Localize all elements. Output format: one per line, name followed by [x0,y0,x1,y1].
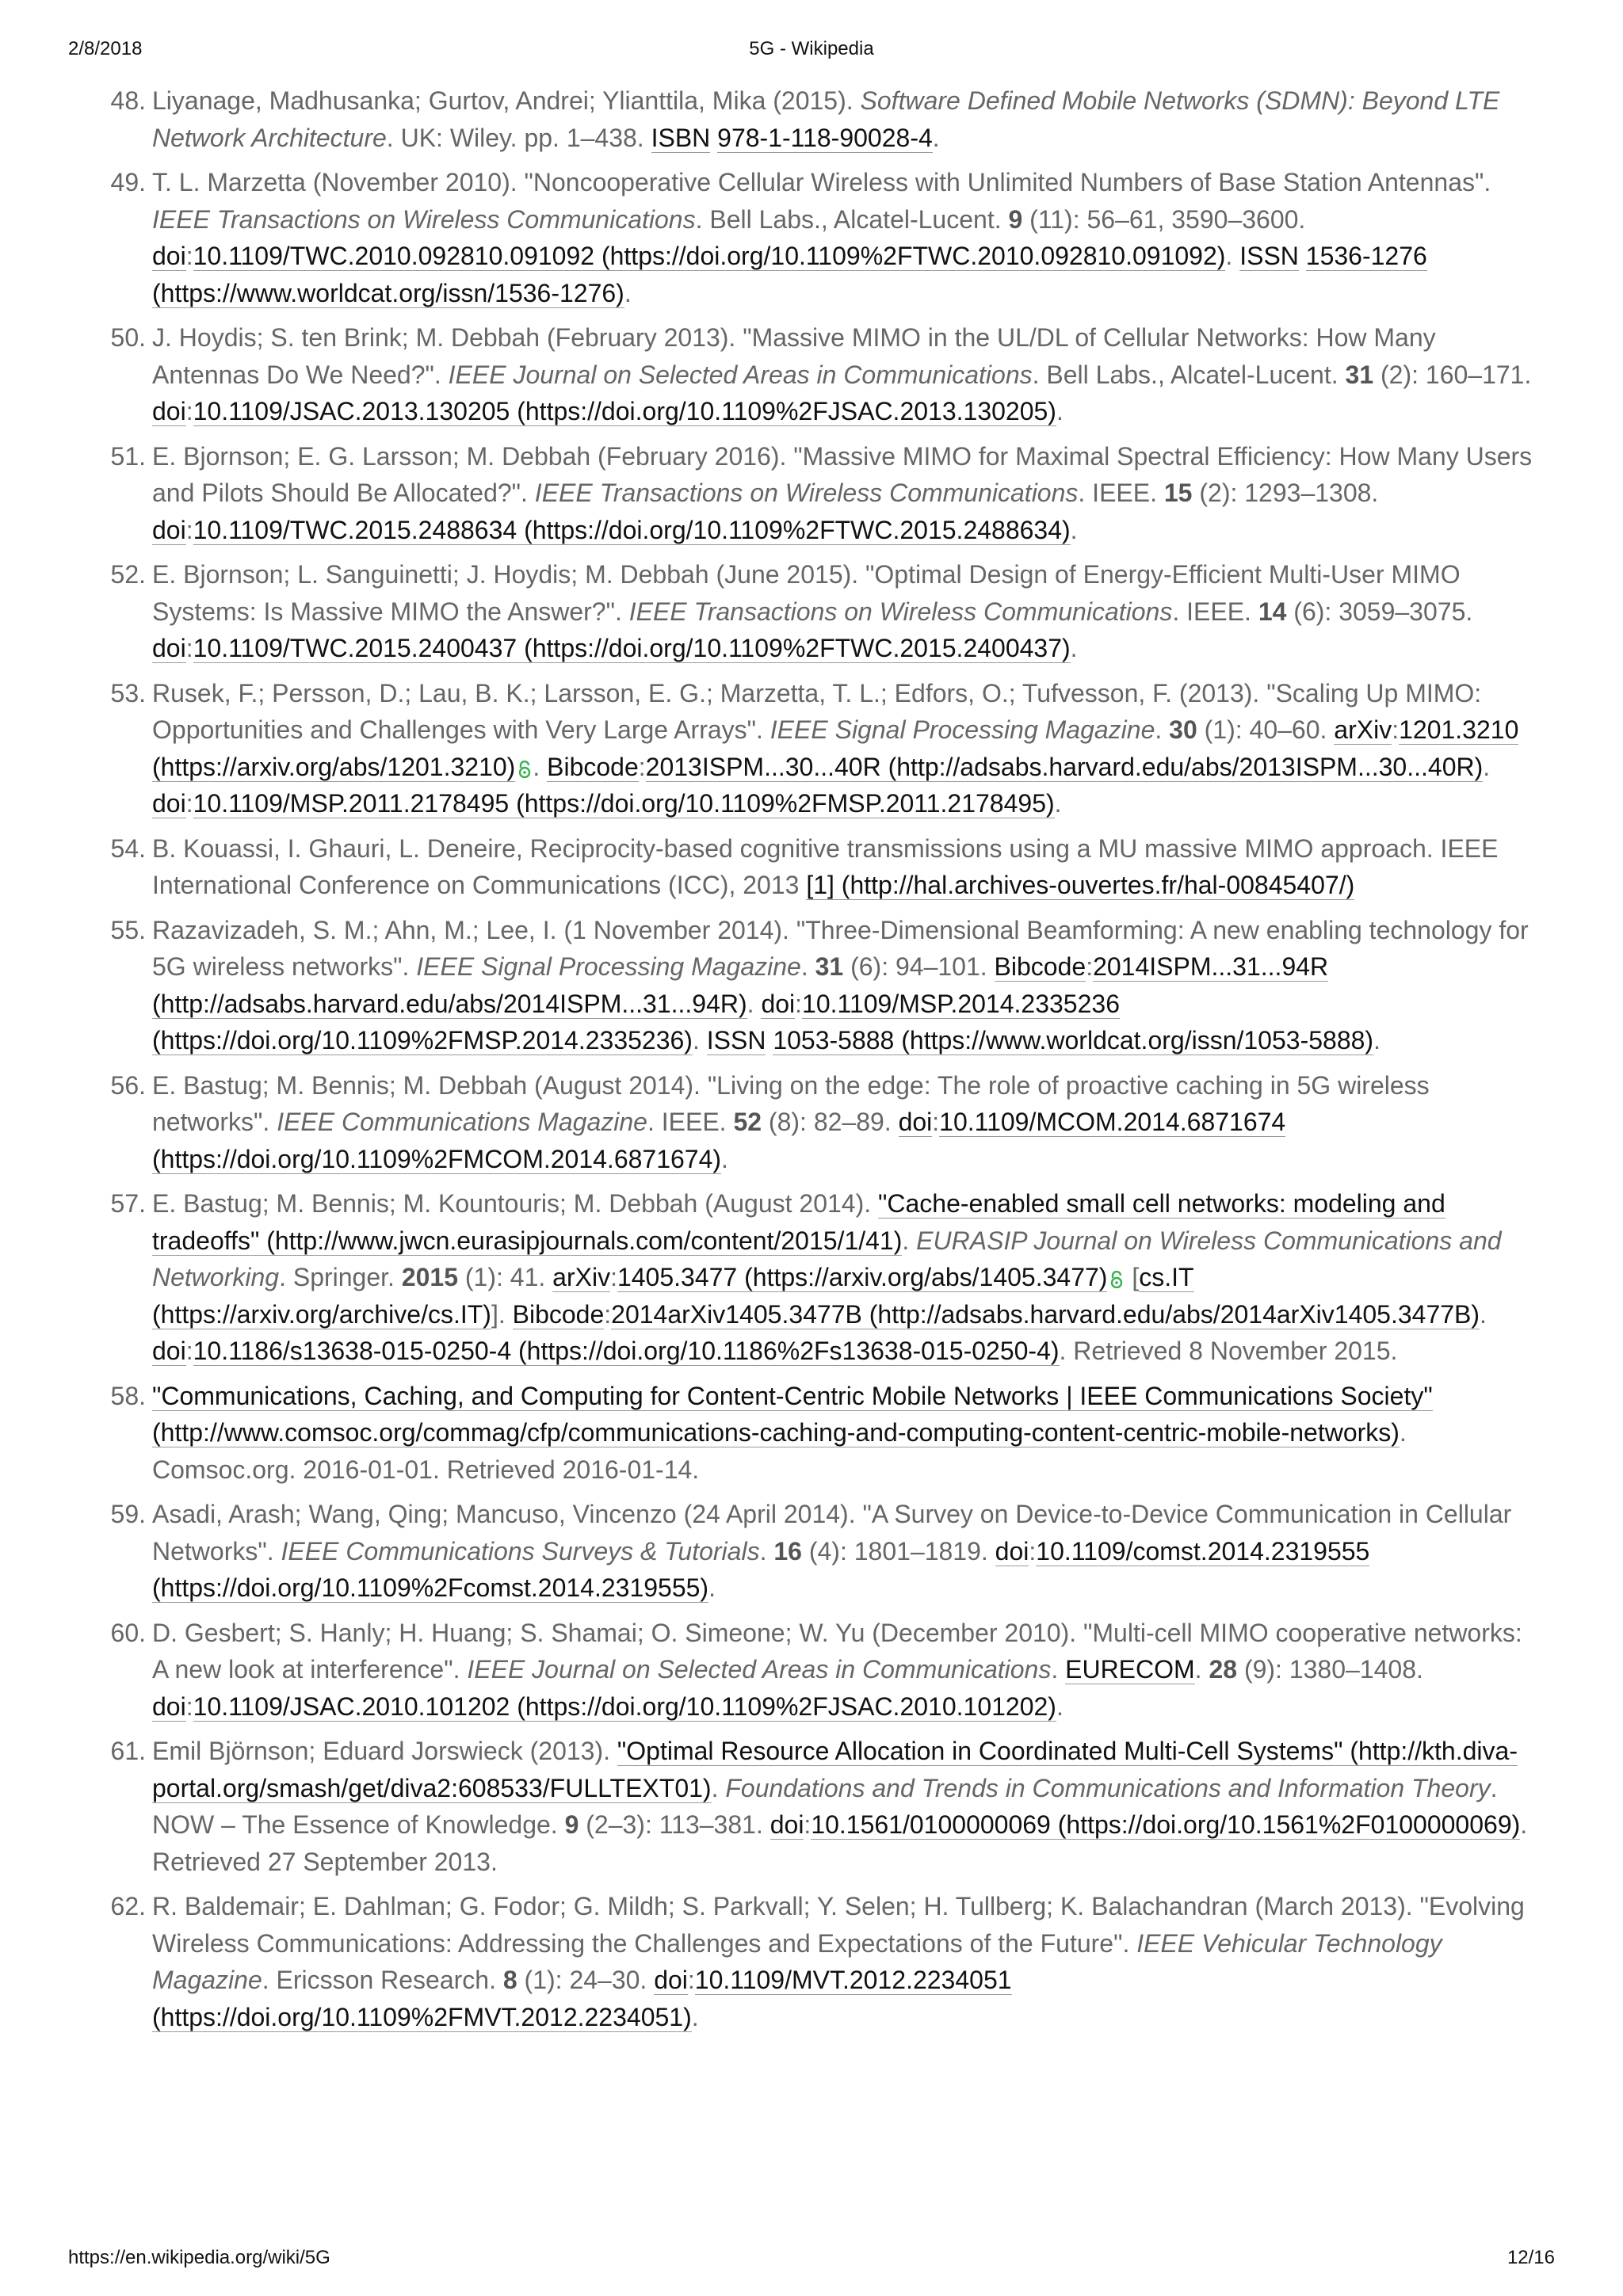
volume-number: 30 [1169,715,1197,744]
volume-number: 14 [1258,597,1287,626]
reference-text: : [687,1966,695,1994]
reference-link[interactable]: 10.1109/TWC.2015.2400437 (https://doi.org/10.1109%2FTWC.2015.2400437) [193,634,1071,662]
reference-number: 59. [110,1500,146,1528]
reference-text: . [800,952,815,981]
publication-title: IEEE Communications Surveys & Tutorials [281,1536,760,1566]
reference-number: 57. [110,1189,146,1218]
reference-text: . Comsoc.org. 2016-01-01. Retrieved 2016-01-14. [152,1418,1407,1484]
reference-link[interactable]: ISBN [651,123,711,152]
reference-link[interactable]: 1201.3210 (https://arxiv.org/abs/1201.3210) [152,715,1519,781]
reference-link[interactable]: doi [152,1691,186,1721]
reference-text: . [902,1226,917,1255]
reference-text: . [1194,1655,1209,1684]
reference-link[interactable]: ISSN [706,1026,766,1055]
reference-item [110,1496,1534,1607]
reference-text: E. Bastug; M. Bennis; M. Debbah (August 2014). "Living on the edge: The role of proactive caching in 5G wireless networks". [152,1070,1430,1136]
publication-title: Software Defined Mobile Networks (SDMN): Beyond LTE Network Architecture [152,86,1500,152]
reference-text: . UK: Wiley. pp. 1–438. [386,123,651,152]
volume-number: 16 [773,1536,802,1566]
reference-link[interactable]: "Communications, Caching, and Computing for Content-Centric Mobile Networks | IEEE Communications Society" (http://www.comsoc.org/commag/cfp/communications-caching-and-computing-content-centric-mobile-networks) [152,1381,1433,1447]
reference-link[interactable]: 1405.3477 (https://arxiv.org/abs/1405.3477) [617,1263,1108,1291]
reference-number: 49. [110,168,146,196]
reference-link[interactable]: cs.IT (https://arxiv.org/archive/cs.IT) [152,1263,1194,1329]
page-title: 5G - Wikipedia [749,38,874,59]
reference-text: (6): 94–101. [843,952,995,981]
reference-item [110,319,1534,430]
reference-text: . [691,2002,699,2031]
reference-number: 62. [110,1892,146,1920]
reference-text: (1): 24–30. [517,1966,655,1994]
reference-item [110,1888,1534,2035]
reference-text: [ [1125,1263,1140,1291]
reference-link[interactable]: doi [152,515,186,544]
reference-link[interactable]: Bibcode [512,1299,605,1329]
reference-link[interactable]: [1] (http://hal.archives-ouvertes.fr/hal-00845407/) [806,871,1355,899]
open-access-lock-icon [517,751,533,769]
reference-text: : [185,634,193,662]
reference-text: D. Gesbert; S. Hanly; H. Huang; S. Shamai; O. Simeone; W. Yu (December 2010). "Multi-cell MIMO cooperative networks: A new look at interference". [152,1618,1522,1684]
reference-item [110,675,1534,822]
publication-title: IEEE Communications Magazine [277,1108,647,1136]
reference-text: . NOW – The Essence of Knowledge. [152,1773,1498,1839]
reference-link[interactable]: ISSN [1239,242,1299,270]
publication-title: IEEE Signal Processing Magazine [769,715,1155,744]
reference-text: : [185,1691,193,1721]
reference-text: . [692,1026,707,1055]
publication-title: IEEE Transactions on Wireless Communications [534,479,1079,507]
reference-link[interactable]: EURECOM [1065,1655,1195,1684]
reference-text [710,124,717,152]
publication-title: IEEE Transactions on Wireless Communications [152,204,696,234]
reference-number: 52. [110,560,146,589]
reference-link[interactable]: "Optimal Resource Allocation in Coordinated Multi-Cell Systems" (http://kth.diva-portal.org/smash/get/diva2:608533/FULLTEXT01) [152,1737,1518,1802]
reference-link[interactable]: doi [152,1337,186,1365]
reference-text: E. Bjornson; E. G. Larsson; M. Debbah (February 2016). "Massive MIMO for Maximal Spectral Efficiency: How Many Users and Pilots Should Be Allocated?". [152,441,1533,507]
reference-text: . [759,1536,774,1566]
reference-link[interactable]: doi [152,789,186,818]
reference-text: . [1155,715,1170,744]
reference-text: : [185,242,193,270]
reference-text: . Bell Labs., Alcatel-Lucent. [695,204,1009,234]
reference-link[interactable]: 10.1109/JSAC.2010.101202 (https://doi.org/10.1109%2FJSAC.2010.101202) [193,1691,1056,1721]
reference-text: . [747,989,762,1018]
reference-link[interactable]: Bibcode [994,952,1086,981]
publication-title: EURASIP Journal on Wireless Communications and Networking [152,1226,1502,1291]
volume-number: 9 [1008,204,1023,234]
reference-text: E. Bjornson; L. Sanguinetti; J. Hoydis; M. Debbah (June 2015). "Optimal Design of Energy-Efficient Multi-User MIMO Systems: Is Massive MIMO the Answer?". [152,560,1461,626]
reference-text: : [932,1108,940,1136]
reference-text: (2): 160–171. [1373,360,1532,389]
reference-text: : [1392,715,1400,744]
reference-link[interactable]: 10.1186/s13638-015-0250-4 (https://doi.org/10.1186%2Fs13638-015-0250-4) [193,1337,1060,1365]
reference-text: (1): 41. [458,1263,553,1291]
open-access-lock-icon [1109,1261,1125,1279]
reference-text: (4): 1801–1819. [801,1536,995,1566]
reference-link[interactable]: doi [152,242,186,270]
reference-item [110,912,1534,1059]
reference-text: Emil Björnson; Eduard Jorswieck (2013). [152,1737,617,1765]
reference-link[interactable]: arXiv [552,1263,611,1291]
reference-text: . [1480,1299,1487,1329]
reference-link[interactable]: arXiv [1334,715,1392,744]
reference-text: . Retrieved 8 November 2015. [1059,1337,1398,1365]
reference-link[interactable]: doi [152,634,186,662]
reference-link[interactable]: 10.1109/JSAC.2013.130205 (https://doi.org/10.1109%2FJSAC.2013.130205) [193,397,1056,425]
reference-text: . [1070,634,1078,662]
reference-text: Asadi, Arash; Wang, Qing; Mancuso, Vincenzo (24 April 2014). "A Survey on Device-to-Device Communication in Cellular Networks". [152,1500,1512,1566]
reference-text [1299,242,1306,270]
reference-text: : [638,752,646,781]
reference-link[interactable]: 2014arXiv1405.3477B (http://adsabs.harvard.edu/abs/2014arXiv1405.3477B) [611,1299,1480,1329]
reference-number: 48. [110,86,146,115]
reference-text: : [185,789,193,818]
reference-number: 60. [110,1618,146,1647]
reference-link[interactable]: doi [152,397,186,425]
reference-link[interactable]: 10.1109/MCOM.2014.6871674 (https://doi.org/10.1109%2FMCOM.2014.6871674) [152,1108,1286,1173]
reference-link[interactable]: 10.1561/0100000069 (https://doi.org/10.1561%2F0100000069) [811,1810,1521,1839]
reference-link[interactable]: 10.1109/MSP.2014.2335236 (https://doi.org/10.1109%2FMSP.2014.2335236) [152,989,1120,1055]
volume-number: 2015 [401,1263,458,1291]
reference-link[interactable]: doi [898,1108,933,1136]
page-number: 12/16 [1507,2247,1555,2268]
reference-text: . Retrieved 27 September 2013. [152,1810,1528,1876]
reference-link[interactable]: "Cache-enabled small cell networks: modeling and tradeoffs" (http://www.jwcn.eurasipjournals.com/content/2015/1/41) [152,1189,1445,1255]
publication-title: IEEE Vehicular Technology Magazine [152,1928,1442,1994]
reference-number: 58. [110,1381,146,1410]
reference-text: . [1373,1026,1381,1055]
publication-title: IEEE Journal on Selected Areas in Communications [448,360,1033,389]
reference-text: E. Bastug; M. Bennis; M. Kountouris; M. Debbah (August 2014). [152,1189,879,1218]
reference-link[interactable]: 10.1109/MVT.2012.2234051 (https://doi.org/10.1109%2FMVT.2012.2234051) [152,1966,1012,2031]
reference-text: . [1483,752,1491,781]
reference-text: (8): 82–89. [762,1108,899,1136]
reference-text: . [721,1144,728,1173]
reference-number: 54. [110,833,146,863]
volume-number: 8 [502,1966,517,1994]
reference-item [110,164,1534,311]
reference-text: ]. [491,1299,513,1329]
reference-text: . [932,123,940,152]
reference-text: . [1070,515,1078,544]
reference-item [110,1378,1534,1489]
reference-link[interactable]: doi [769,1810,804,1839]
reference-text: Rusek, F.; Persson, D.; Lau, B. K.; Larsson, E. G.; Marzetta, T. L.; Edfors, O.; Tufvesson, F. (2013). "Scaling Up MIMO: Opportunities and Challenges with Very Large Arrays". [152,678,1482,744]
reference-text: . [1056,1691,1064,1721]
reference-text: . [533,752,548,781]
reference-text: : [1086,952,1094,981]
reference-text: : [1029,1536,1037,1566]
reference-text: (2–3): 113–381. [579,1810,770,1839]
reference-text: (9): 1380–1408. [1237,1655,1423,1684]
reference-text: : [804,1810,812,1839]
reference-item [110,1185,1534,1370]
volume-number: 31 [1345,360,1374,389]
reference-text: . [1225,242,1240,270]
reference-list [110,82,1534,2043]
reference-link[interactable]: doi [654,1966,688,1994]
reference-text: (1): 40–60. [1197,715,1335,744]
reference-text: : [610,1263,617,1291]
volume-number: 9 [564,1810,579,1839]
reference-item [110,1733,1534,1880]
reference-link[interactable]: 10.1109/TWC.2015.2488634 (https://doi.org/10.1109%2FTWC.2015.2488634) [193,515,1071,544]
reference-number: 53. [110,678,146,707]
print-date: 2/8/2018 [68,38,143,59]
volume-number: 31 [815,952,844,981]
reference-link[interactable]: 10.1109/MSP.2011.2178495 (https://doi.org/10.1109%2FMSP.2011.2178495) [193,789,1055,818]
publication-title: IEEE Signal Processing Magazine [416,952,801,981]
reference-text: . [1051,1655,1066,1684]
reference-text: . [624,278,632,307]
reference-text: . IEEE. [1172,597,1258,626]
reference-link[interactable]: doi [761,989,796,1018]
reference-number: 56. [110,1070,146,1100]
reference-number: 51. [110,441,146,471]
reference-text [766,1026,773,1055]
reference-text: T. L. Marzetta (November 2010). "Noncooperative Cellular Wireless with Unlimited Numbers of Base Station Antennas". [152,168,1491,196]
volume-number: 28 [1209,1655,1238,1684]
reference-text: . [711,1773,726,1802]
publication-title: IEEE Transactions on Wireless Communications [628,597,1173,626]
reference-number: 55. [110,915,146,944]
reference-text: . [708,1573,716,1602]
reference-text: Razavizadeh, S. M.; Ahn, M.; Lee, I. (1 November 2014). "Three-Dimensional Beamforming: A new enabling technology for 5G wireless networks". [152,915,1529,981]
reference-text: . Bell Labs., Alcatel-Lucent. [1032,360,1346,389]
reference-text: (6): 3059–3075. [1286,597,1473,626]
reference-text: : [185,515,193,544]
reference-link[interactable]: 10.1109/comst.2014.2319555 (https://doi.org/10.1109%2Fcomst.2014.2319555) [152,1536,1370,1602]
reference-text: J. Hoydis; S. ten Brink; M. Debbah (February 2013). "Massive MIMO in the UL/DL of Cellular Networks: How Many Antennas Do We Need?". [152,323,1436,389]
reference-text: . [1056,397,1064,425]
reference-text: Liyanage, Madhusanka; Gurtov, Andrei; Ylianttila, Mika (2015). [152,86,861,115]
reference-text: : [795,989,803,1018]
reference-item [110,830,1534,904]
reference-text: : [185,397,193,425]
reference-text: B. Kouassi, I. Ghauri, L. Deneire, Reciprocity-based cognitive transmissions using a MU massive MIMO approach. IEEE International Conference on Communications (ICC), 2013 [152,833,1499,899]
reference-text: . IEEE. [1078,479,1164,507]
reference-link[interactable]: 10.1109/TWC.2010.092810.091092 (https://doi.org/10.1109%2FTWC.2010.092810.091092) [193,242,1226,270]
reference-text: : [604,1299,612,1329]
publication-title: Foundations and Trends in Communications and Information Theory [725,1773,1491,1802]
reference-text: . Ericsson Research. [262,1966,503,1994]
reference-text: : [185,1337,193,1365]
reference-link[interactable]: 1053-5888 (https://www.worldcat.org/issn/1053-5888) [773,1026,1374,1055]
reference-item [110,438,1534,549]
reference-link[interactable]: 2014ISPM...31...94R (http://adsabs.harvard.edu/abs/2014ISPM...31...94R) [152,952,1329,1018]
reference-text: (2): 1293–1308. [1192,479,1379,507]
reference-item [110,1067,1534,1178]
reference-link[interactable]: 978-1-118-90028-4 [717,123,933,152]
reference-text: (11): 56–61, 3590–3600. [1022,204,1306,234]
reference-number: 50. [110,323,146,352]
reference-item [110,556,1534,667]
reference-link[interactable]: Bibcode [547,752,639,781]
page-url[interactable]: https://en.wikipedia.org/wiki/5G [68,2247,330,2268]
reference-text: . [1054,789,1062,818]
reference-number: 61. [110,1737,146,1765]
reference-text: . Springer. [279,1263,402,1291]
reference-text: . IEEE. [647,1108,734,1136]
reference-link[interactable]: doi [995,1536,1029,1566]
reference-item [110,82,1534,156]
reference-link[interactable]: 1536-1276 (https://www.worldcat.org/issn/1536-1276) [152,242,1427,307]
volume-number: 52 [733,1108,762,1136]
reference-link[interactable]: 2013ISPM...30...40R (http://adsabs.harvard.edu/abs/2013ISPM...30...40R) [645,752,1484,781]
reference-item [110,1615,1534,1726]
publication-title: IEEE Journal on Selected Areas in Communications [467,1655,1052,1684]
reference-text: R. Baldemair; E. Dahlman; G. Fodor; G. Mildh; S. Parkvall; Y. Selen; H. Tullberg; K. Balachandran (March 2013). "Evolving Wireless Communications: Addressing the Challenges and Expectations of the Future". [152,1892,1525,1958]
volume-number: 15 [1163,479,1193,507]
